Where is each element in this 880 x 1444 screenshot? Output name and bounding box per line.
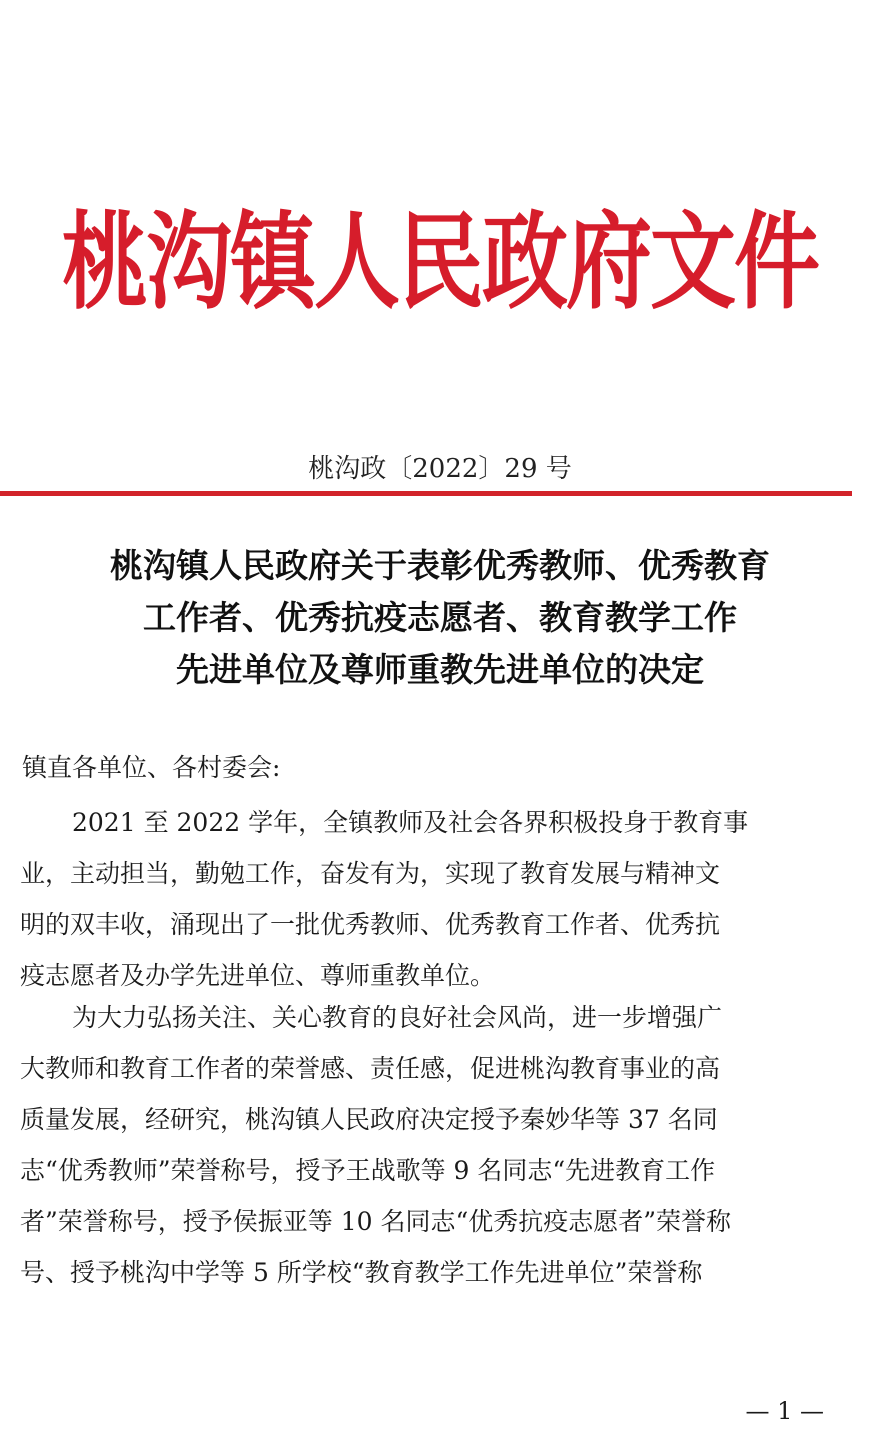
paragraph-line: 志“优秀教师”荣誉称号，授予王战歌等 9 名同志“先进教育工作 bbox=[20, 1156, 716, 1185]
salutation: 镇直各单位、各村委会: bbox=[22, 753, 281, 782]
title-line: 桃沟镇人民政府关于表彰优秀教师、优秀教育 bbox=[110, 546, 770, 585]
paragraph-line: 疫志愿者及办学先进单位、尊师重教单位。 bbox=[20, 961, 496, 990]
title-line: 先进单位及尊师重教先进单位的决定 bbox=[176, 650, 704, 689]
paragraph-line: 大教师和教育工作者的荣誉感、责任感，促进桃沟教育事业的高 bbox=[20, 1054, 721, 1083]
masthead-title: 桃沟镇人民政府文件 bbox=[62, 202, 818, 324]
red-divider-rule bbox=[0, 491, 852, 496]
paragraph-line: 2021 至 2022 学年，全镇教师及社会各界积极投身于教育事 bbox=[72, 808, 749, 837]
title-line: 工作者、优秀抗疫志愿者、教育教学工作 bbox=[143, 598, 737, 637]
paragraph-line: 为大力弘扬关注、关心教育的良好社会风尚，进一步增强广 bbox=[72, 1003, 723, 1032]
paragraph-1 bbox=[20, 797, 820, 1001]
paragraph-line: 业，主动担当，勤勉工作，奋发有为，实现了教育发展与精神文 bbox=[20, 859, 721, 888]
paragraph-line: 质量发展，经研究，桃沟镇人民政府决定授予秦妙华等 37 名同 bbox=[20, 1105, 718, 1134]
paragraph-line: 明的双丰收，涌现出了一批优秀教师、优秀教育工作者、优秀抗 bbox=[20, 910, 721, 939]
document-title bbox=[0, 540, 880, 696]
paragraph-line: 者”荣誉称号，授予侯振亚等 10 名同志“优秀抗疫志愿者”荣誉称 bbox=[20, 1207, 732, 1236]
paragraph-2 bbox=[20, 992, 820, 1298]
paragraph-line: 号、授予桃沟中学等 5 所学校“教育教学工作先进单位”荣誉称 bbox=[20, 1258, 703, 1287]
page-number: — 1 — bbox=[745, 1397, 824, 1425]
document-number: 桃沟政〔2022〕29 号 bbox=[308, 454, 572, 484]
